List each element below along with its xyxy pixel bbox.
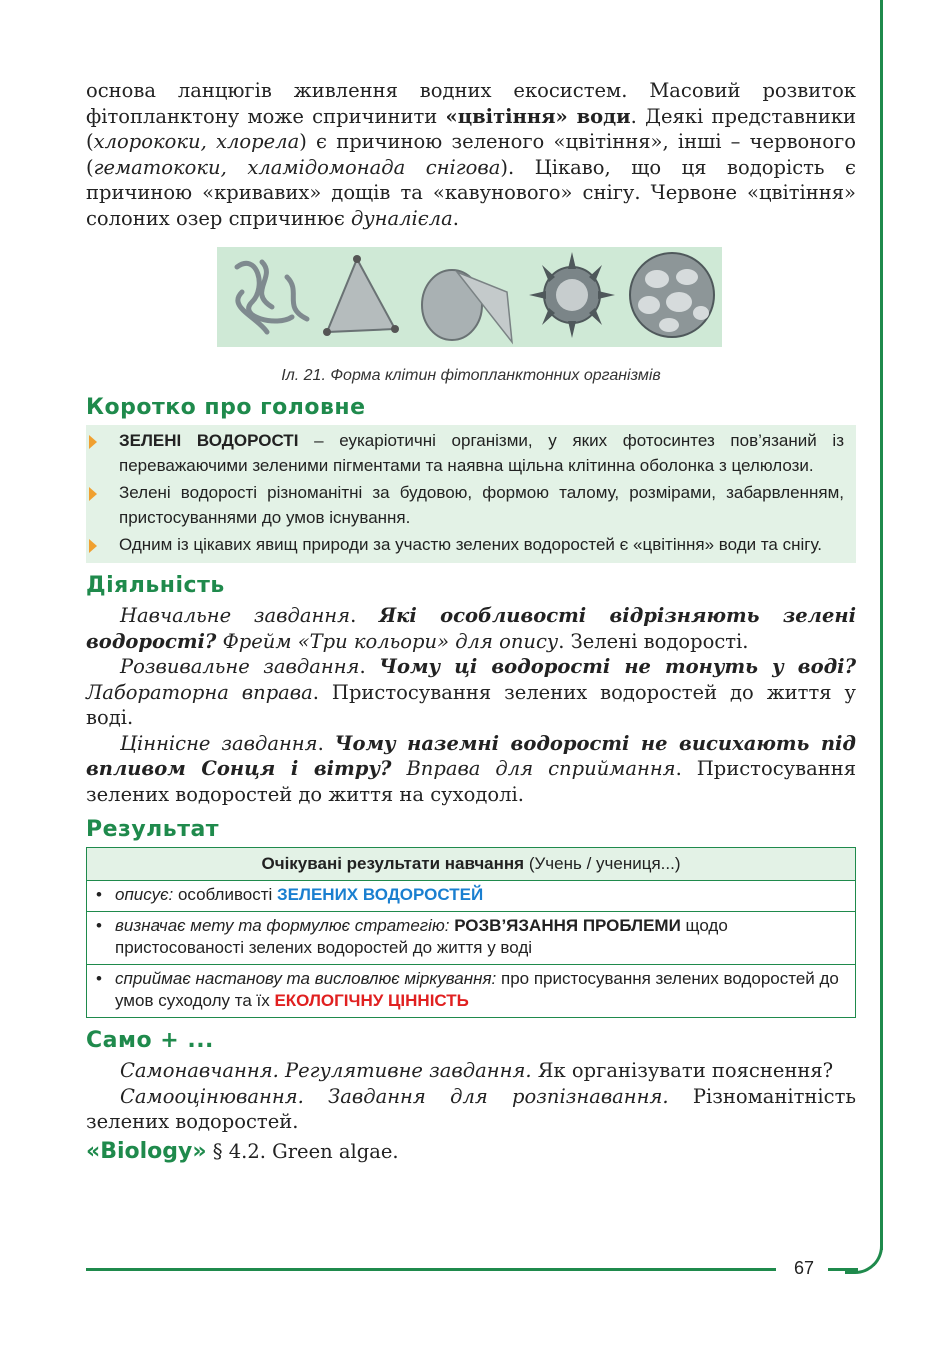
results-table-header-row [87, 848, 856, 881]
self-paragraph-1: Самонавчання. Регулятивне завдання. Як організувати пояснення? [120, 1059, 834, 1082]
results-table-header: Очікувані результати навчання (Учень / учениця...) [87, 848, 856, 881]
page-content [86, 78, 856, 1164]
result-heading: Результат [86, 817, 220, 842]
page-number: 67 [793, 1258, 815, 1278]
coccolithophore-image [630, 253, 714, 337]
summary-item: Зелені водорості різноманітні за будовою, формою талому, розмірами, забарвленням, пристосуваннями до умов існування. [119, 480, 844, 530]
activity-paragraph-2: Розвивальне завдання. Чому ці водорості не тонуть у воді? Лабораторна вправа. Пристосування зелених водоростей до життя у воді. [86, 655, 856, 729]
self-paragraph-2: Самооцінювання. Завдання для розпізнавання. Різноманітність зелених водоростей. [86, 1084, 856, 1133]
summary-item: Одним із цікавих явищ природи за участю зелених водоростей є «цвітіння» води та снігу. [119, 532, 844, 557]
intro-paragraph: основа ланцюгів живлення водних екосистем. Масовий розвиток фітопланктону може спричинити «цвітіння» води. Деякі представники (хлорококи, хлорела) є причиною зеленого «цвітіння», інші – червоного (гематококи, хламідомонада снігова). Цікаво, що ця водорість є причиною «кривавих» дощів та «кавунового» снігу. Червоне «цвітіння» солоних озер спричинює дуналієла. [86, 79, 857, 230]
arrow-bullet-icon [89, 539, 97, 553]
results-table [86, 847, 856, 1018]
diatom-triangle-image [323, 255, 399, 336]
table-row: • сприймає настанову та висловлює міркування: про пристосування зелених водоростей до умов суходолу та їх ЕКОЛОГІЧНУ ЦІННІСТЬ [87, 965, 856, 1018]
dinoflagellate-image [422, 270, 512, 342]
summary-item: ЗЕЛЕНІ ВОДОРОСТІ – еукаріотичні організми, у яких фотосинтез пов’язаний із переважаючими зеленими пігментами та наявна щільна клітинна оболонка з целюлози. [119, 428, 844, 478]
phytoplankton-illustration [217, 247, 722, 347]
frame-line-bottom-right [828, 1268, 858, 1271]
activity-heading: Діяльність [86, 573, 225, 598]
figure-caption: Іл. 21. Форма клітин фітопланктонних організмів [281, 367, 661, 384]
table-row: • визначає мету та формулює стратегію: РОЗВ’ЯЗАННЯ ПРОБЛЕМИ щодо пристосованості зелених водоростей до життя у воді [87, 912, 856, 965]
summary-heading: Коротко про головне [86, 395, 366, 420]
bullet: • [96, 916, 102, 935]
summary-box [86, 425, 856, 563]
activity-paragraph-3: Ціннісне завдання. Чому наземні водорості не висихають під впливом Сонця і вітру? Вправа для сприймання. Пристосування зелених водоростей до життя на суходолі. [86, 731, 856, 806]
frame-corner [845, 1226, 883, 1274]
spiky-radiolarian-image [529, 252, 615, 338]
arrow-bullet-icon [89, 487, 97, 501]
arrow-bullet-icon [89, 435, 97, 449]
biology-reference: «Biology» § 4.2. Green algae. [86, 1138, 399, 1164]
phytoplankton-figure [217, 247, 722, 347]
filament-algae-image [237, 262, 307, 332]
biology-label: «Biology» [86, 1138, 207, 1164]
bullet: • [96, 969, 102, 988]
activity-paragraph-1: Навчальне завдання. Які особливості відрізняють зелені водорості? Фрейм «Три кольори» для опису. Зелені водорості. [86, 604, 856, 653]
self-heading: Само + ... [86, 1028, 214, 1053]
bullet: • [96, 885, 102, 904]
frame-line-right [880, 0, 883, 1250]
table-row: • описує: особливості ЗЕЛЕНИХ ВОДОРОСТЕЙ [87, 881, 856, 912]
frame-line-bottom [86, 1268, 776, 1271]
